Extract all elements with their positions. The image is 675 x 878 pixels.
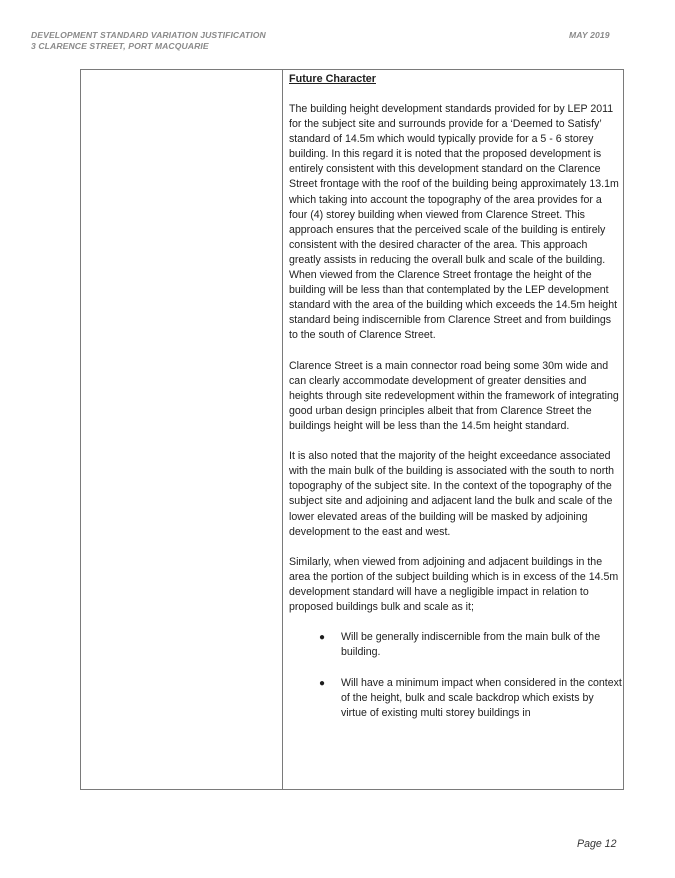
bullet-text: Will be generally indiscernible from the main bulk of the building. xyxy=(341,631,601,659)
paragraph: Clarence Street is a main connector road being some 30m wide and can clearly accommodate development of greater densities and heights through site redevelopment within the framework of integrating good urban design principles albeit that from Clarence Street the buildings height will be less than the 14.5m height standard. xyxy=(289,359,619,432)
paragraph: The building height development standards provided for by LEP 2011 for the subject site and surrounds provide for a ‘Deemed to Satisfy’ standard of 14.5m which would typically provide for a 5 - 6 storey building. In this regard it is noted that the proposed development is entirely consistent with this development standard on the Clarence Street frontage with the roof of the building being approximately 13.1m which taking into account the topography of the area provides for a four (4) storey building when viewed from Clarence Street. This approach ensures that the perceived scale of the building is entirely consistent with the desired character of the area. This approach greatly assists in reducing the overall bulk and scale of the building. When viewed from the Clarence Street frontage the height of the building will be less than that contemplated by the LEP development standard with the area of the building which exceeds the 14.5m height standard being indiscernible from Clarence Street and from buildings to the south of Clarence Street. xyxy=(289,103,619,342)
bullet-icon: ● xyxy=(319,677,326,689)
bullet-item xyxy=(289,630,622,660)
table-column-divider xyxy=(282,69,283,790)
paragraph: It is also noted that the majority of the height exceedance associated with the main bulk of the building is associated with the south to north topography of the subject site. In the context of the topography of the subject site and adjoining and adjacent land the bulk and scale of the lower elevated areas of the building will be masked by adjoining development to the east and west. xyxy=(289,450,615,538)
bullet-text: Will have a minimum impact when considered in the context of the height, bulk and scale backdrop which exists by virtue of existing multi storey buildings in xyxy=(341,676,622,719)
page-number: Page 12 xyxy=(577,838,617,850)
header-date: MAY 2019 xyxy=(569,30,610,40)
content-cell xyxy=(289,72,622,788)
bullet-item xyxy=(289,676,622,721)
header-address: 3 CLARENCE STREET, PORT MACQUARIE xyxy=(31,41,209,51)
paragraph: Similarly, when viewed from adjoining and adjacent buildings in the area the portion of the subject building which is in excess of the 14.5m development standard will have a negligible impact in relation to proposed buildings bulk and scale as it; xyxy=(289,555,619,614)
section-heading: Future Character xyxy=(289,73,376,85)
header-doc-title: DEVELOPMENT STANDARD VARIATION JUSTIFICATION xyxy=(31,30,266,40)
bullet-list xyxy=(289,630,622,721)
bullet-icon: ● xyxy=(319,632,326,644)
